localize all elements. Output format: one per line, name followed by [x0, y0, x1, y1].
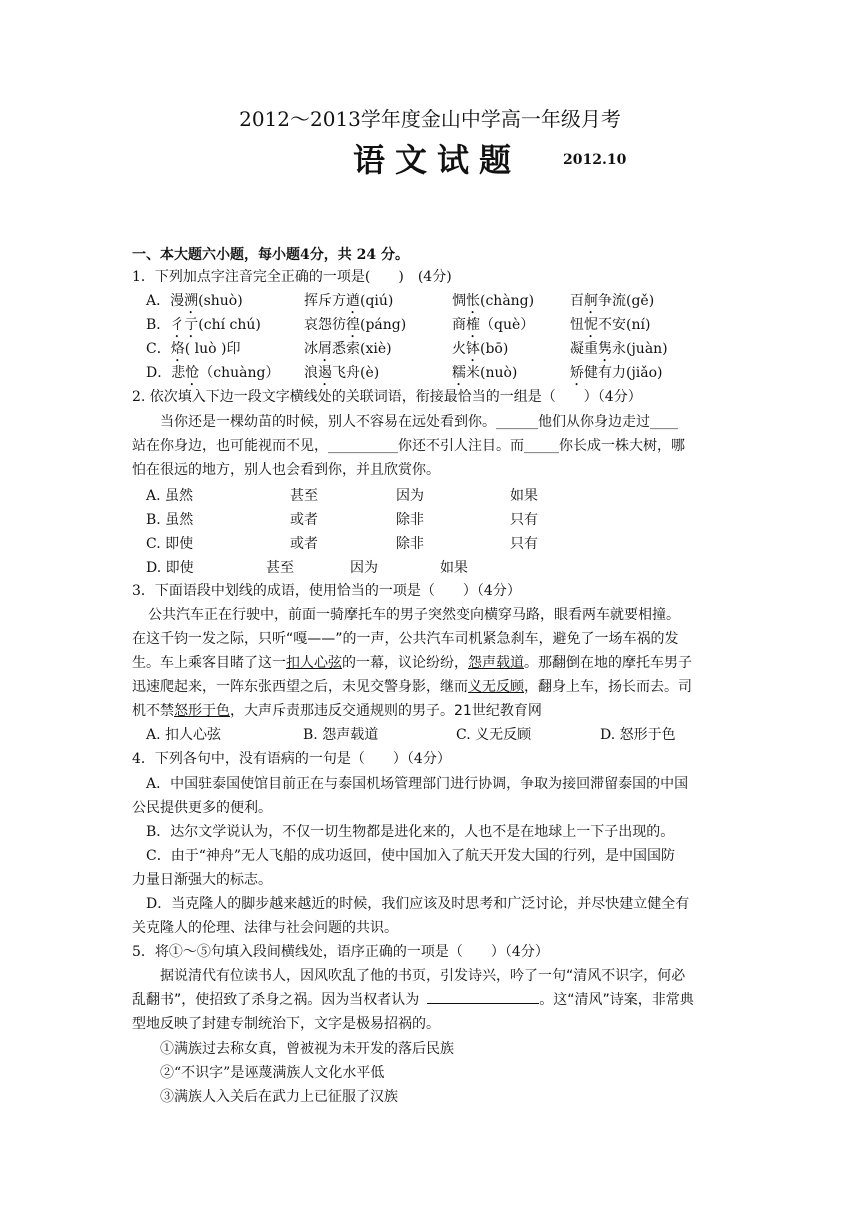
q4-line: C．由于“神舟”无人飞船的成功返回，使中国加入了航天开发大国的行列，是中国国防	[146, 848, 676, 864]
q1-option-d-4: 矫健有力(jiǎo)	[570, 365, 663, 381]
q1-option-d-1: D．悲怆（chuàng）	[146, 365, 280, 381]
q1-option-c-4: 凝重隽永(juàn)	[570, 341, 668, 357]
q2-passage-line: 怕在很远的地方，别人也会看到你，并且欣赏你。	[132, 462, 440, 478]
q2-option-d-word: 如果	[440, 560, 468, 576]
q3-passage-line: 在这千钧一发之际，只听“嘎——”的一声，公共汽车司机紧急刹车，避免了一场车祸的发	[132, 631, 679, 647]
q1-option-b-1: B．彳亍(chí chú)	[146, 317, 261, 333]
q2-option-a-word: 如果	[510, 488, 538, 504]
q3-stem: 3．下面语段中划线的成语，使用恰当的一项是（ ）（4分）	[132, 583, 521, 599]
q2-option-b: B. 虽然	[146, 512, 194, 528]
q4-line: D．当克隆人的脚步越来越近的时候，我们应该及时思考和广泛讨论，并尽快建立健全有	[146, 896, 690, 912]
q5-passage-line: 型地反映了封建专制统治下，文字是极易招祸的。	[132, 1016, 440, 1032]
q5-item: ③满族人入关后在武力上已征服了汉族	[160, 1089, 398, 1105]
q4-line: A．中国驻泰国使馆目前正在与泰国机场管理部门进行协调，争取为接回滞留泰国的中国	[146, 776, 689, 792]
q2-option-b-word: 除非	[396, 512, 424, 528]
q1-option-a-2: 挥斥方遒(qiú)	[304, 293, 394, 309]
q3-passage-line: 机不禁怒形于色，大声斥责那违反交通规则的男子。21世纪教育网	[132, 703, 542, 719]
q3-option-b: B. 怨声载道	[303, 727, 379, 743]
q5-stem: 5．将①～⑤句填入段间横线处，语序正确的一项是（ ）（4分）	[132, 944, 549, 960]
q2-option-b-word: 或者	[290, 512, 318, 528]
q3-idiom-3: 义无反顾	[468, 679, 524, 695]
q2-option-a: A. 虽然	[146, 488, 194, 504]
q2-option-a-word: 甚至	[290, 488, 318, 504]
q2-stem: 2. 依次填入下边一段文字横线处的关联词语，衔接最恰当的一组是（ ）（4分）	[132, 389, 642, 405]
q1-option-d-2: 浪遏飞舟(è)	[304, 365, 380, 381]
q4-line: 力量日渐强大的标志。	[132, 872, 272, 888]
q1-stem: 1．下列加点字注音完全正确的一项是( ) (4分)	[132, 269, 452, 285]
q4-line: 公民提供更多的便利。	[132, 800, 272, 816]
q3-passage-line: 生。车上乘客目睹了这一扣人心弦的一幕，议论纷纷，怨声载道。那翻倒在地的摩托车男子	[132, 655, 692, 671]
q2-option-c-word: 除非	[396, 536, 424, 552]
q1-option-c-2: 冰屑悉索(xiè)	[304, 341, 392, 357]
q1-option-a-1: A．漫溯(shuò)	[146, 293, 243, 309]
q2-option-d-word: 因为	[350, 560, 378, 576]
q4-stem: 4．下列各句中，没有语病的一句是（ ）（4分）	[132, 751, 451, 767]
q2-option-d-word: 甚至	[266, 560, 294, 576]
q2-passage-line: 站在你身边，也可能视而不见，__________你还不引人注目。而_____你长成一株大树，哪	[132, 438, 685, 454]
q1-option-c-3: 火钵(bō)	[452, 341, 509, 357]
exam-date: 2012.10	[563, 152, 627, 168]
q2-option-d: D. 即使	[146, 560, 194, 576]
q5-item: ①满族过去称女真，曾被视为未开发的落后民族	[160, 1041, 454, 1057]
q3-idiom-1: 扣人心弦	[286, 655, 342, 671]
q1-option-b-4: 忸怩不安(ní)	[570, 317, 651, 333]
q1-option-b-3: 商榷（què）	[452, 317, 535, 333]
q5-item: ②“不识字”是诬蔑满族人文化水平低	[160, 1065, 385, 1081]
exam-title: 2012～2013学年度金山中学高一年级月考	[239, 107, 621, 131]
q1-option-c-1: C．烙( luò )印	[146, 341, 241, 357]
q2-option-c-word: 或者	[290, 536, 318, 552]
q3-passage-line: 迅速爬起来，一阵东张西望之后，未见交警身影，继而义无反顾，翻身上车，扬长而去。司	[132, 679, 692, 695]
q2-passage-line: 当你还是一棵幼苗的时候，别人不容易在远处看到你。______他们从你身边走过____	[160, 414, 678, 430]
q2-option-a-word: 因为	[396, 488, 424, 504]
section-heading: 一、本大题六小题，每小题4分，共 24 分。	[132, 247, 409, 263]
q3-option-d: D. 怒形于色	[600, 727, 676, 743]
q2-option-b-word: 只有	[510, 512, 538, 528]
q4-line: B．达尔文学说认为，不仅一切生物都是进化来的，人也不是在地球上一下子出现的。	[146, 824, 675, 840]
q1-option-b-2: 哀怨彷徨(páng)	[304, 317, 407, 333]
q3-option-a: A. 扣人心弦	[146, 727, 222, 743]
exam-subtitle: 语文试题	[353, 141, 522, 179]
q1-option-a-4: 百舸争流(gě)	[570, 293, 655, 309]
q2-option-c-word: 只有	[510, 536, 538, 552]
q3-idiom-2: 怨声载道	[468, 655, 524, 671]
q1-option-a-3: 惆怅(chàng)	[452, 293, 535, 309]
q5-blank	[427, 989, 539, 1004]
q3-idiom-4: 怒形于色	[174, 703, 230, 719]
q5-passage-line: 乱翻书”，使招致了杀身之祸。因为当权者认为 。这“清风”诗案，非常典	[132, 989, 694, 1011]
q5-passage-line: 据说清代有位读书人，因风吹乱了他的书页，引发诗兴，吟了一句“清风不识字，何必	[160, 968, 686, 984]
q4-line: 关克隆人的伦理、法律与社会问题的共识。	[132, 920, 398, 936]
q2-option-c: C. 即使	[146, 536, 194, 552]
q3-option-c: C. 义无反顾	[456, 727, 532, 743]
q1-option-d-3: 糯米(nuò)	[452, 365, 518, 381]
q3-passage-line: 公共汽车正在行驶中，前面一骑摩托车的男子突然变向横穿马路，眼看两车就要相撞。	[148, 607, 680, 623]
